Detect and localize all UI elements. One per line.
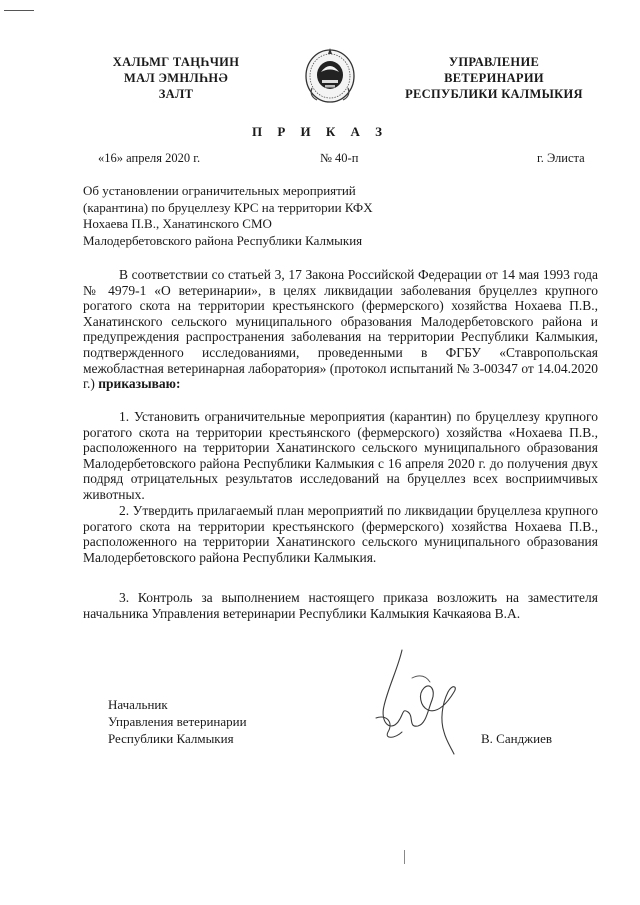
document-title: П Р И К А З bbox=[251, 124, 389, 139]
header-russian-line: ВЕТЕРИНАРИИ bbox=[444, 71, 544, 85]
order-item-1-text: 1. Установить ограничительные мероприятия (карантин) по бруцеллезу крупного рогатого скота на территории крестьянского (фермерского) хозяйства «Нохаева П.В., расположенного на территории Ханатинского сельского муниципального образования Малодербетовского района Республики Калмыкия с 16 апреля 2020 г. до получения двух подряд отрицательных результатов исследований на бруцеллез всех восприимчивых животных. bbox=[83, 409, 598, 502]
subject-line: Малодербетовского района Республики Калмыкия bbox=[83, 232, 363, 248]
order-subject bbox=[83, 183, 373, 249]
signatory-name: В. Санджиев bbox=[481, 731, 553, 746]
order-item-3-text: 3. Контроль за выполнением настоящего приказа возложить на заместителя начальника Управления ветеринарии Республики Калмыкия Качкаяова В.А. bbox=[83, 590, 598, 621]
signatory-position-line: Республики Калмыкия bbox=[108, 731, 234, 746]
order-number: № 40-п bbox=[320, 151, 359, 165]
subject-line: Нохаева П.В., Ханатинского СМО bbox=[83, 216, 272, 231]
scan-mark bbox=[4, 10, 34, 11]
order-word: приказываю: bbox=[98, 376, 181, 392]
order-item-1 bbox=[83, 409, 598, 503]
scan-mark bbox=[404, 850, 405, 864]
header-kalmyk-line: ХАЛЬМГ ТАҢҺЧИН bbox=[112, 55, 240, 69]
signatory-position-line: Начальник bbox=[108, 697, 168, 712]
preamble-paragraph bbox=[83, 267, 598, 392]
handwritten-signature bbox=[368, 648, 478, 756]
header-russian-line: РЕСПУБЛИКИ КАЛМЫКИЯ bbox=[405, 87, 583, 101]
header-kalmyk-line: МАЛ ЭМНЛҺНӘ bbox=[123, 71, 228, 85]
order-date: «16» апреля 2020 г. bbox=[98, 151, 201, 165]
header-russian-line: УПРАВЛЕНИЕ bbox=[448, 55, 540, 69]
kalmykia-emblem-icon bbox=[303, 44, 357, 104]
header-kalmyk bbox=[106, 54, 246, 102]
subject-line: (карантина) по бруцеллезу КРС на территории КФХ bbox=[83, 199, 373, 215]
order-city: г. Элиста bbox=[537, 151, 585, 165]
order-item-2 bbox=[83, 503, 598, 565]
preamble-text: В соответствии со статьей 3, 17 Закона Российской Федерации от 14 мая 1993 года № 4979-1 «О ветеринарии», в целях ликвидации заболевания бруцеллез крупного рогатого скота на территории крестьянского (фермерского) хозяйства Нохаева П.В., Ханатинского сельского муниципального образования Малодербетовского района и предупреждения распространения заболевания на территории Республики Калмыкия, подтвержденного исследованиями, проведенными в ФГБУ «Ставропольская межобластная ветеринарная лаборатория» (протокол испытаний № 3-00347 от 14.04.2020 г.) bbox=[83, 267, 598, 392]
order-item-3 bbox=[83, 590, 598, 621]
header-kalmyk-line: ЗАЛТ bbox=[158, 87, 194, 101]
subject-line: Об установлении ограничительных мероприятий bbox=[83, 183, 356, 198]
order-item-2-text: 2. Утвердить прилагаемый план мероприятий по ликвидации бруцеллеза крупного рогатого скота на территории крестьянского (фермерского) хозяйства Нохаева П.В., расположенного на территории Ханатинского сельского муниципального образования Малодербетовского района Республики Калмыкия. bbox=[83, 503, 598, 565]
signatory-position-line: Управления ветеринарии bbox=[108, 714, 247, 729]
signatory-position bbox=[108, 696, 247, 747]
header-russian bbox=[398, 54, 590, 102]
